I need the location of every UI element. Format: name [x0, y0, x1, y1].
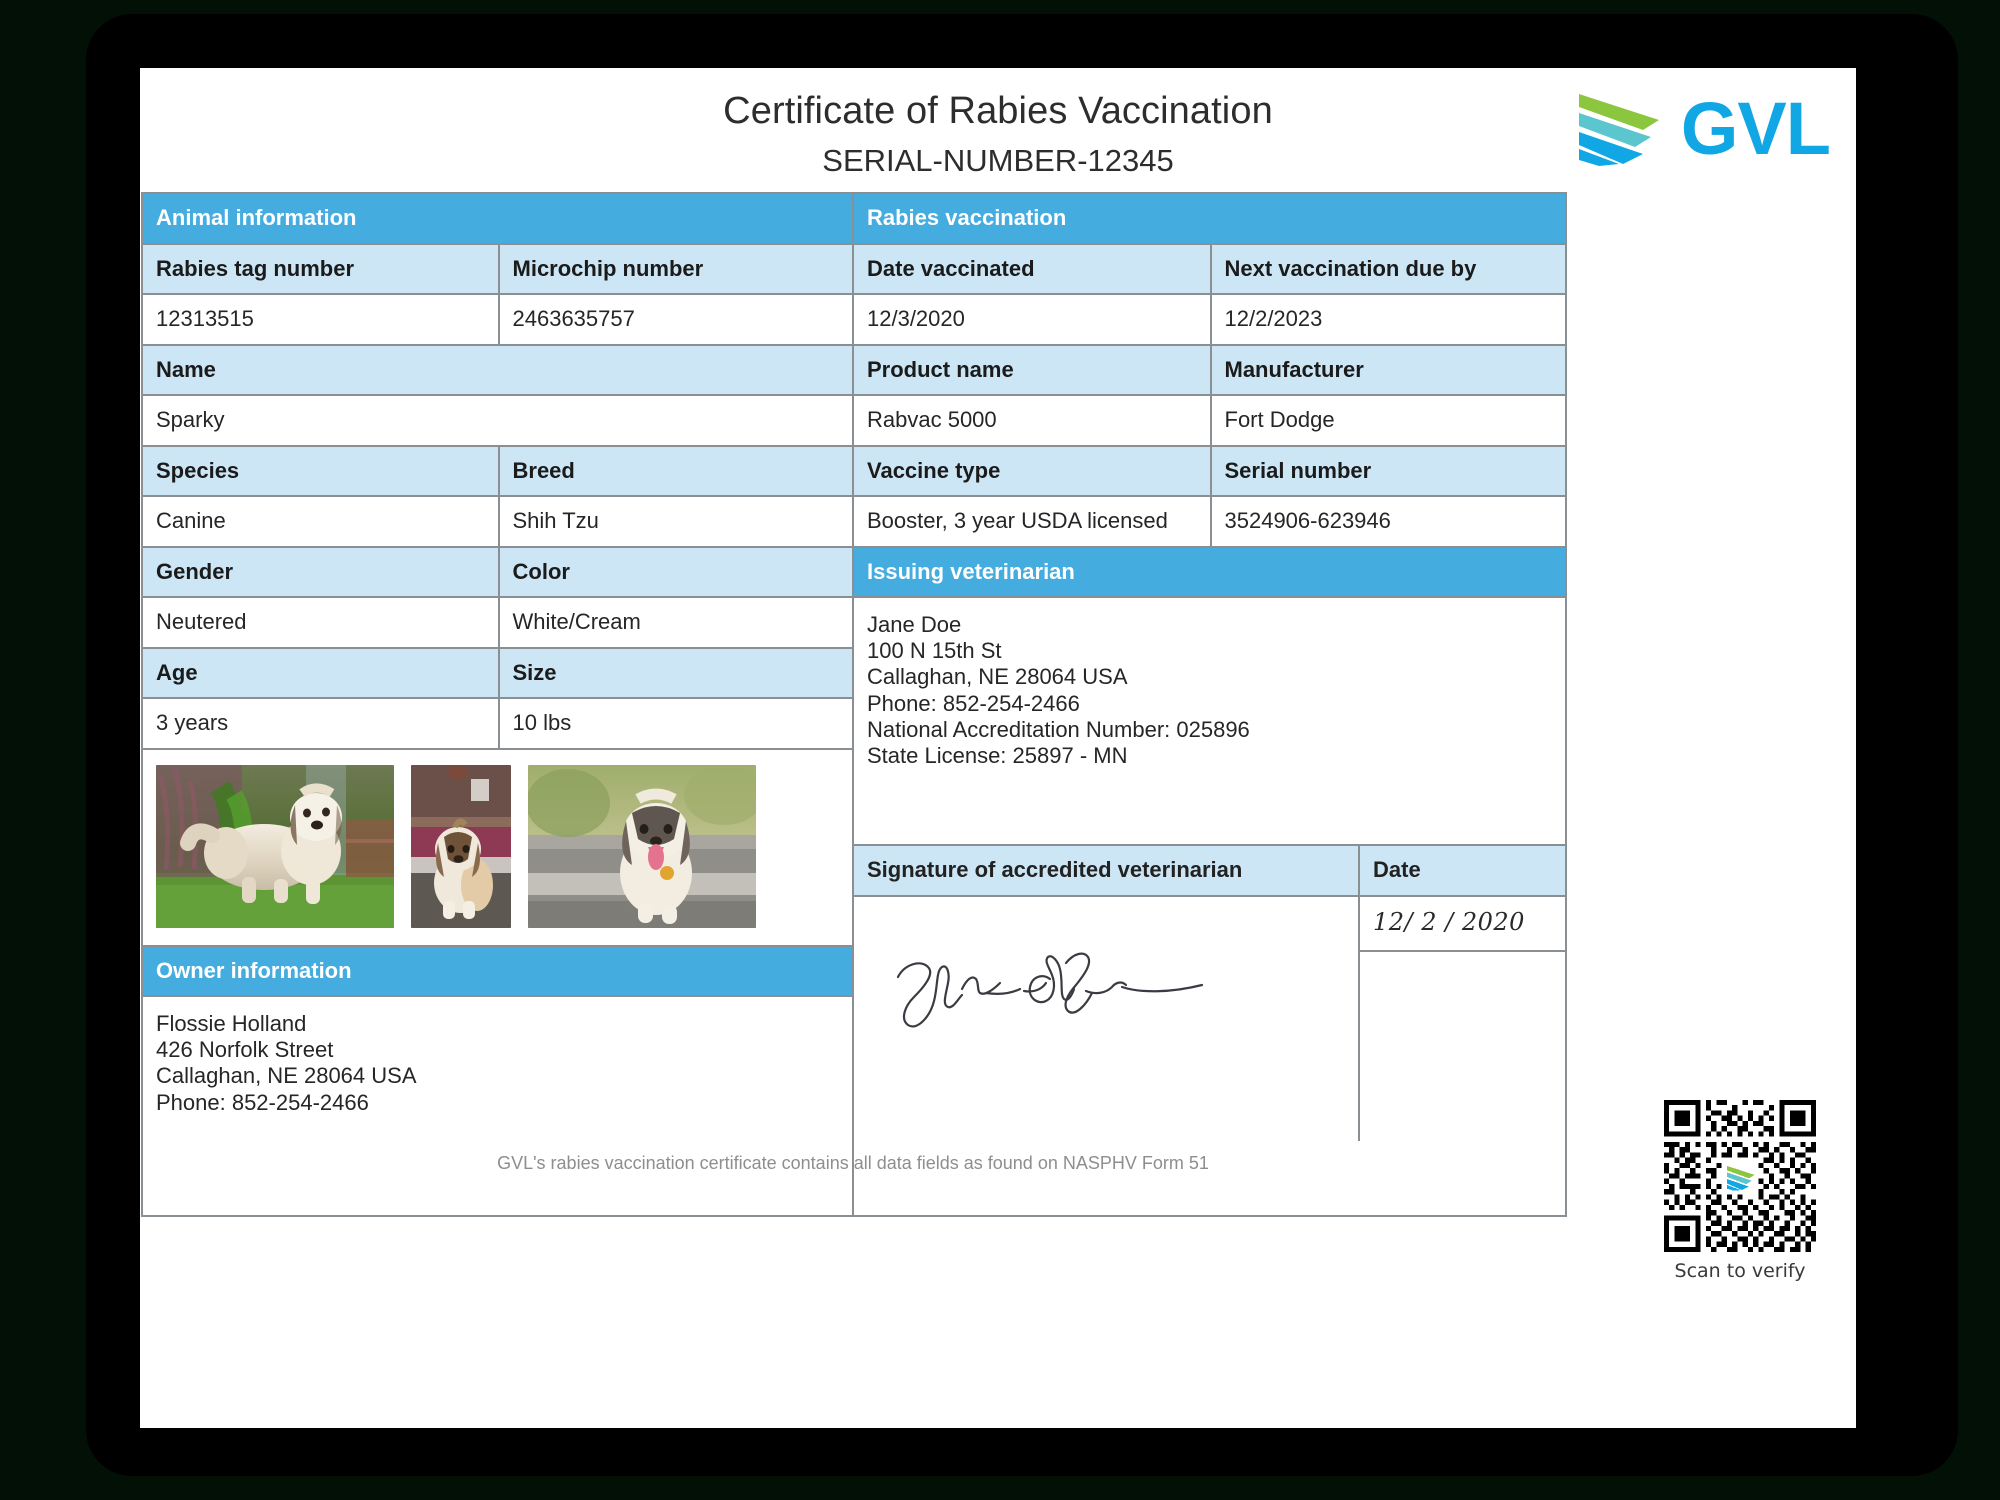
label-species: Species — [143, 447, 498, 496]
value-date-vaccinated: 12/3/2020 — [854, 295, 1210, 344]
label-color: Color — [498, 548, 853, 597]
owner-information-block — [143, 997, 852, 1215]
value-breed: Shih Tzu — [498, 497, 853, 546]
table-row — [143, 699, 852, 750]
owner-name: Flossie Holland — [156, 1011, 307, 1036]
table-row — [854, 396, 1565, 447]
label-vaccine-serial-number: Serial number — [1210, 447, 1566, 496]
vet-name: Jane Doe — [867, 612, 962, 637]
table-row — [143, 396, 852, 447]
qr-caption: Scan to verify — [1674, 1260, 1806, 1282]
table-row — [143, 598, 852, 649]
table-row — [854, 245, 1565, 296]
label-product-name: Product name — [854, 346, 1210, 395]
section-header-animal-information: Animal information — [143, 194, 852, 245]
dog-photo-standing-in-grass — [156, 765, 394, 928]
value-color: White/Cream — [498, 598, 853, 647]
gvl-stacked-chevron-icon — [1573, 90, 1665, 168]
label-signature-of-accredited-veterinarian: Signature of accredited veterinarian — [854, 846, 1358, 895]
signature-date-value: 12/ 2 / 2020 — [1360, 897, 1565, 952]
animal-photo-strip — [143, 750, 852, 947]
label-date-vaccinated: Date vaccinated — [854, 245, 1210, 294]
value-rabies-tag-number: 12313515 — [143, 295, 498, 344]
certificate-serial-number: SERIAL-NUMBER-12345 — [822, 142, 1174, 178]
value-manufacturer: Fort Dodge — [1210, 396, 1566, 445]
table-row — [854, 295, 1565, 346]
page-title: Certificate of Rabies Vaccination — [723, 90, 1273, 132]
footer-disclaimer: GVL's rabies vaccination certificate contains all data fields as found on NASPHV Form 51 — [497, 1153, 1209, 1173]
value-vaccine-serial-number: 3524906-623946 — [1210, 497, 1566, 546]
value-microchip-number: 2463635757 — [498, 295, 853, 344]
value-age: 3 years — [143, 699, 498, 748]
section-header-rabies-vaccination: Rabies vaccination — [854, 194, 1565, 245]
value-species: Canine — [143, 497, 498, 546]
table-row — [143, 649, 852, 700]
table-row — [854, 346, 1565, 397]
section-header-owner-information: Owner information — [143, 947, 852, 998]
veterinarian-signature-icon — [890, 943, 1220, 1039]
left-column — [143, 194, 854, 1215]
vet-state-license: State License: 25897 - MN — [867, 742, 1128, 768]
section-header-issuing-veterinarian: Issuing veterinarian — [854, 548, 1565, 599]
certificate-page — [140, 68, 1856, 1428]
value-name: Sparky — [143, 396, 852, 445]
owner-phone: Phone: 852-254-2466 — [156, 1089, 369, 1115]
signature-date-box[interactable] — [1358, 897, 1565, 1141]
label-next-vaccination-due-by: Next vaccination due by — [1210, 245, 1566, 294]
label-gender: Gender — [143, 548, 498, 597]
value-vaccine-type: Booster, 3 year USDA licensed — [854, 497, 1210, 546]
table-row — [854, 497, 1565, 548]
qr-code-icon[interactable] — [1664, 1100, 1816, 1252]
signature-pad[interactable] — [854, 897, 1358, 1141]
owner-city-state-zip: Callaghan, NE 28064 USA — [156, 1063, 417, 1089]
table-row — [854, 447, 1565, 498]
document-header — [140, 68, 1856, 198]
table-row — [143, 548, 852, 599]
table-row — [143, 295, 852, 346]
value-next-vaccination-due-by: 12/2/2023 — [1210, 295, 1566, 344]
label-age: Age — [143, 649, 498, 698]
signature-area — [854, 897, 1565, 1141]
vet-city-state-zip: Callaghan, NE 28064 USA — [867, 664, 1128, 690]
label-microchip-number: Microchip number — [498, 245, 853, 294]
gvl-logo — [1573, 87, 1830, 170]
table-row — [143, 245, 852, 296]
vet-phone: Phone: 852-254-2466 — [867, 690, 1080, 716]
label-breed: Breed — [498, 447, 853, 496]
label-rabies-tag-number: Rabies tag number — [143, 245, 498, 294]
label-vaccine-type: Vaccine type — [854, 447, 1210, 496]
vet-street: 100 N 15th St — [867, 638, 1002, 664]
table-row — [143, 346, 852, 397]
dog-photo-sitting-indoors — [411, 765, 511, 928]
vet-national-accreditation-number: National Accreditation Number: 025896 — [867, 716, 1250, 742]
value-size: 10 lbs — [498, 699, 853, 748]
right-column — [854, 194, 1565, 1215]
gvl-wordmark: GVL — [1680, 87, 1830, 170]
label-size: Size — [498, 649, 853, 698]
table-row — [143, 497, 852, 548]
signature-header-row — [854, 844, 1565, 897]
dog-photo-walking-on-pavement — [528, 765, 756, 928]
qr-verification-block — [1664, 1100, 1816, 1282]
label-manufacturer: Manufacturer — [1210, 346, 1566, 395]
issuing-veterinarian-block — [854, 598, 1565, 844]
table-row — [143, 447, 852, 498]
certificate-table — [141, 192, 1567, 1217]
value-gender: Neutered — [143, 598, 498, 647]
owner-street: 426 Norfolk Street — [156, 1037, 334, 1063]
label-name: Name — [143, 346, 852, 395]
label-signature-date: Date — [1358, 846, 1565, 895]
value-product-name: Rabvac 5000 — [854, 396, 1210, 445]
